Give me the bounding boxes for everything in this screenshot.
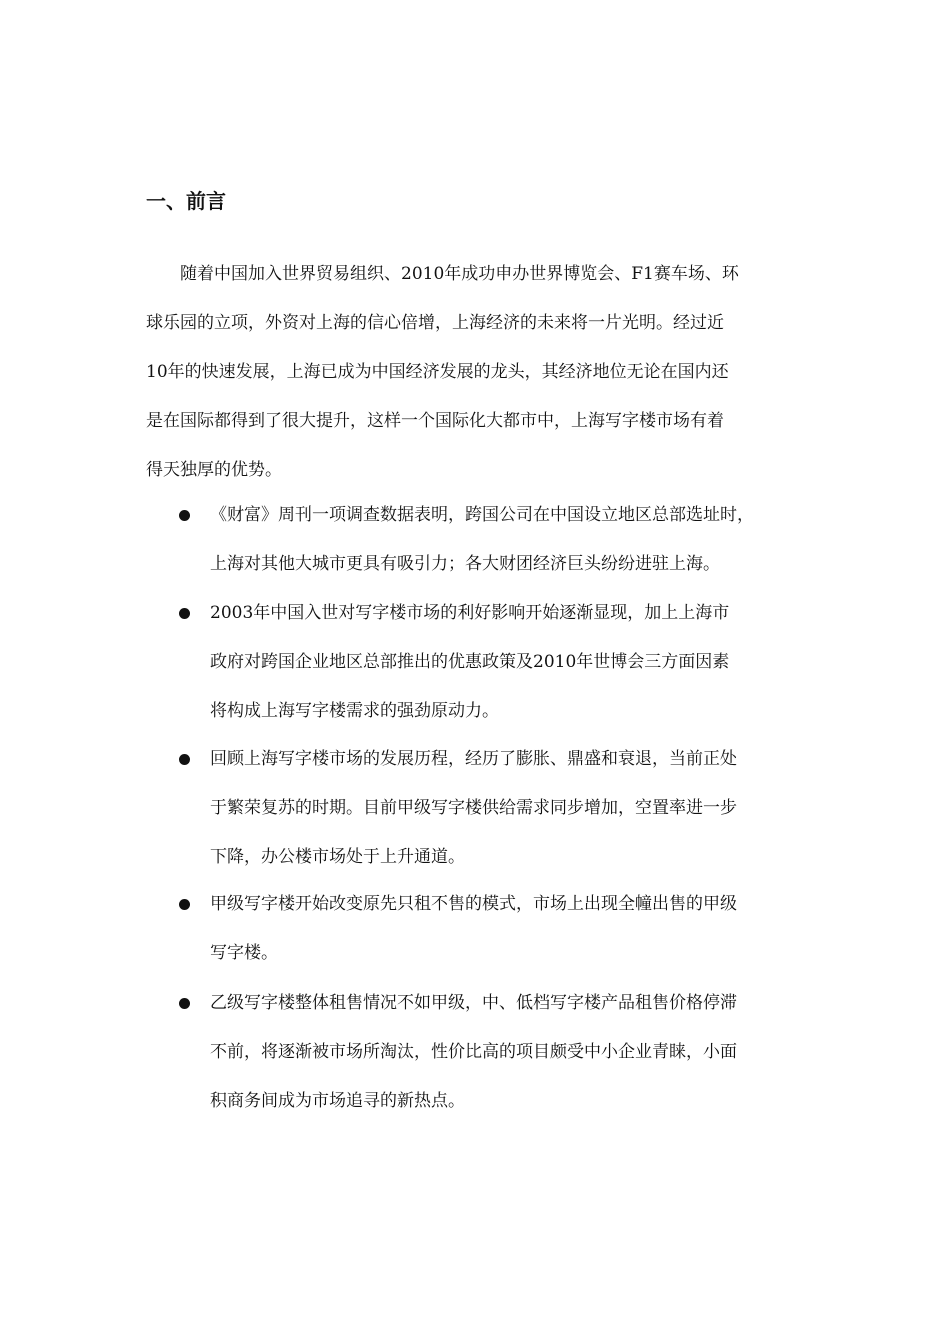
- bullet-line: 政府对跨国企业地区总部推出的优惠政策及2010年世博会三方面因素: [210, 652, 730, 672]
- bullet-line: 将构成上海写字楼需求的强劲原动力。: [210, 701, 499, 721]
- bullet-text: [210, 880, 820, 978]
- bullet-line: 2003年中国入世对写字楼市场的利好影响开始逐渐显现，加上上海市: [210, 603, 730, 623]
- bullet-dot-icon: [179, 899, 190, 910]
- section-heading: 一、前言: [146, 189, 226, 213]
- intro-paragraph: [146, 250, 806, 495]
- bullet-line: 上海对其他大城市更具有吸引力；各大财团经济巨头纷纷进驻上海。: [210, 554, 720, 574]
- intro-line: 10年的快速发展，上海已成为中国经济发展的龙头，其经济地位无论在国内还: [146, 362, 729, 382]
- bullet-line: 《财富》周刊一项调查数据表明，跨国公司在中国设立地区总部选址时，: [210, 505, 754, 525]
- bullet-line: 写字楼。: [210, 943, 278, 963]
- bullet-line: 于繁荣复苏的时期。目前甲级写字楼供给需求同步增加，空置率进一步: [210, 798, 737, 818]
- intro-line: 球乐园的立项，外资对上海的信心倍增，上海经济的未来将一片光明。经过近: [146, 313, 724, 333]
- bullet-line: 不前，将逐渐被市场所淘汰，性价比高的项目颇受中小企业青睐，小面: [210, 1042, 737, 1062]
- bullet-text: [210, 491, 820, 589]
- bullet-line: 回顾上海写字楼市场的发展历程，经历了膨胀、鼎盛和衰退，当前正处: [210, 749, 737, 769]
- bullet-dot-icon: [179, 998, 190, 1009]
- bullet-text: [210, 589, 820, 736]
- intro-line: 得天独厚的优势。: [146, 460, 282, 480]
- bullet-line: 甲级写字楼开始改变原先只租不售的模式，市场上出现全幢出售的甲级: [210, 894, 737, 914]
- intro-line: 随着中国加入世界贸易组织、2010年成功申办世界博览会、F1赛车场、环: [180, 264, 739, 284]
- bullet-text: [210, 979, 820, 1126]
- intro-line: 是在国际都得到了很大提升，这样一个国际化大都市中，上海写字楼市场有着: [146, 411, 724, 431]
- bullet-line: 乙级写字楼整体租售情况不如甲级，中、低档写字楼产品租售价格停滞: [210, 993, 737, 1013]
- bullet-text: [210, 735, 820, 882]
- bullet-line: 积商务间成为市场追寻的新热点。: [210, 1091, 465, 1111]
- bullet-dot-icon: [179, 608, 190, 619]
- bullet-dot-icon: [179, 754, 190, 765]
- bullet-line: 下降，办公楼市场处于上升通道。: [210, 847, 465, 867]
- bullet-dot-icon: [179, 510, 190, 521]
